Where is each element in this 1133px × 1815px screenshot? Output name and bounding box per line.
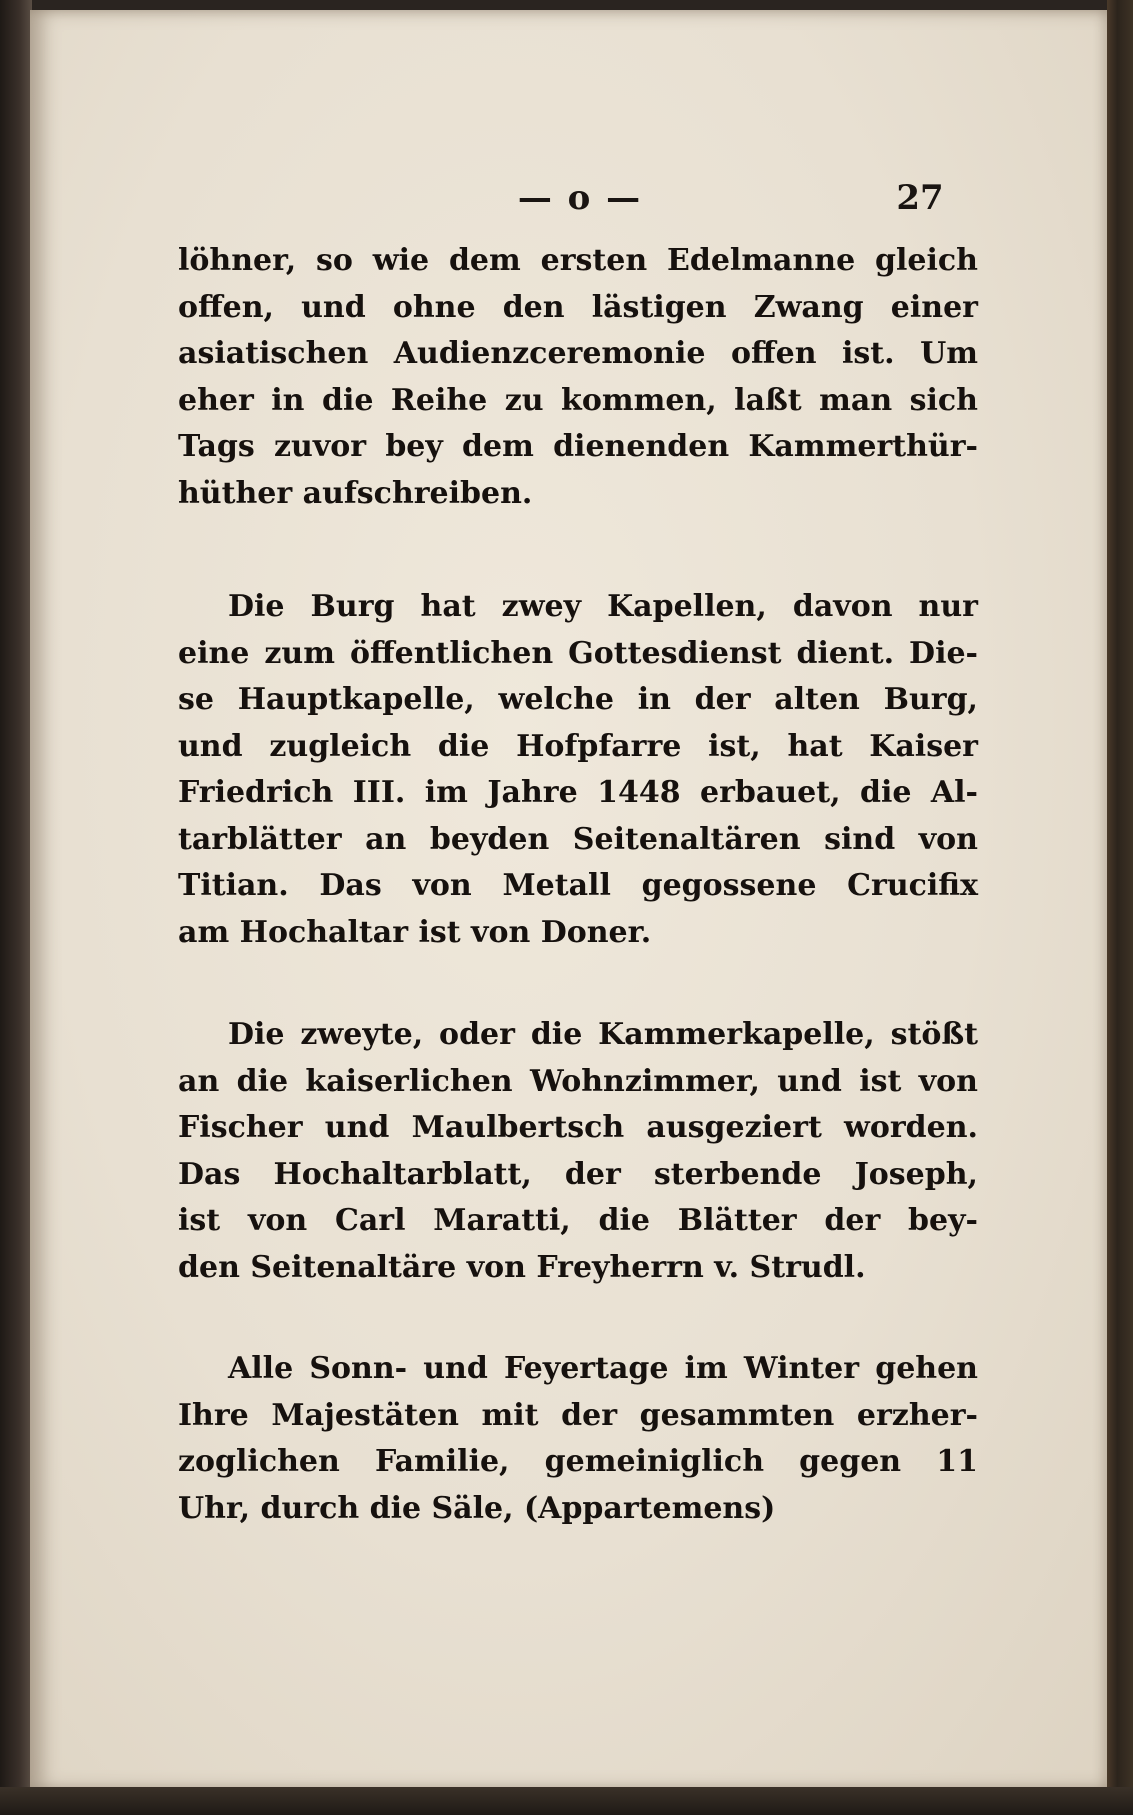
page-number: 27	[896, 178, 944, 218]
text-line: Alle Sonn- und Feyertage im Winter gehen	[228, 1351, 978, 1386]
paragraph-1	[178, 238, 978, 517]
paragraph-3	[178, 1012, 978, 1291]
book-page	[30, 10, 1108, 1790]
text-line: Die zweyte, oder die Kammerkapelle, stößt	[228, 1017, 978, 1052]
text-line: den Seitenaltäre von Freyherrn v. Strudl.	[178, 1249, 866, 1285]
book-edge-bottom	[0, 1787, 1133, 1815]
book-spine-shadow	[0, 0, 32, 1815]
text-line: Das Hochaltarblatt, der sterbende Joseph,	[178, 1156, 978, 1192]
text-line: Tags zuvor bey dem dienenden Kammerthür-	[178, 429, 978, 464]
text-line: Die Burg hat zwey Kapellen, davon nur	[228, 589, 978, 624]
text-line: Titian. Das von Metall gegossene Crucifix	[178, 868, 978, 903]
text-line: se Hauptkapelle, welche in der alten Burg,	[178, 682, 978, 717]
paragraph-4	[178, 1346, 978, 1532]
text-line: eher in die Reihe zu kommen, laßt man sich	[178, 382, 978, 418]
text-line: löhner, so wie dem ersten Edelmanne gleich	[178, 243, 978, 278]
text-line: an die kaiserlichen Wohnzimmer, und ist von	[178, 1063, 978, 1099]
header-ornament: — o —	[517, 178, 643, 218]
text-line: eine zum öffentlichen Gottesdienst dient. Die-	[178, 635, 978, 671]
text-line: hüther aufschreiben.	[178, 475, 533, 511]
text-line: Friedrich III. im Jahre 1448 erbauet, die Al-	[178, 775, 978, 810]
text-line: asiatischen Audienzceremonie offen ist. Um	[178, 336, 978, 371]
text-line: Uhr, durch die Säle, (Appartemens)	[178, 1490, 776, 1526]
paragraph-2	[178, 584, 978, 956]
book-edge-right	[1107, 0, 1133, 1815]
text-line: tarblätter an beyden Seitenaltären sind von	[178, 821, 978, 857]
text-line: am Hochaltar ist von Doner.	[178, 914, 652, 950]
text-line: Fischer und Maulbertsch ausgeziert worden.	[178, 1110, 978, 1145]
text-line: Ihre Majestäten mit der gesammten erzher-	[178, 1397, 978, 1433]
text-line: offen, und ohne den lästigen Zwang einer	[178, 289, 978, 325]
text-line: ist von Carl Maratti, die Blätter der bey-	[178, 1203, 978, 1238]
text-line: und zugleich die Hofpfarre ist, hat Kaiser	[178, 728, 978, 764]
page-header	[30, 178, 1108, 228]
text-line: zoglichen Familie, gemeiniglich gegen 11	[178, 1444, 978, 1479]
